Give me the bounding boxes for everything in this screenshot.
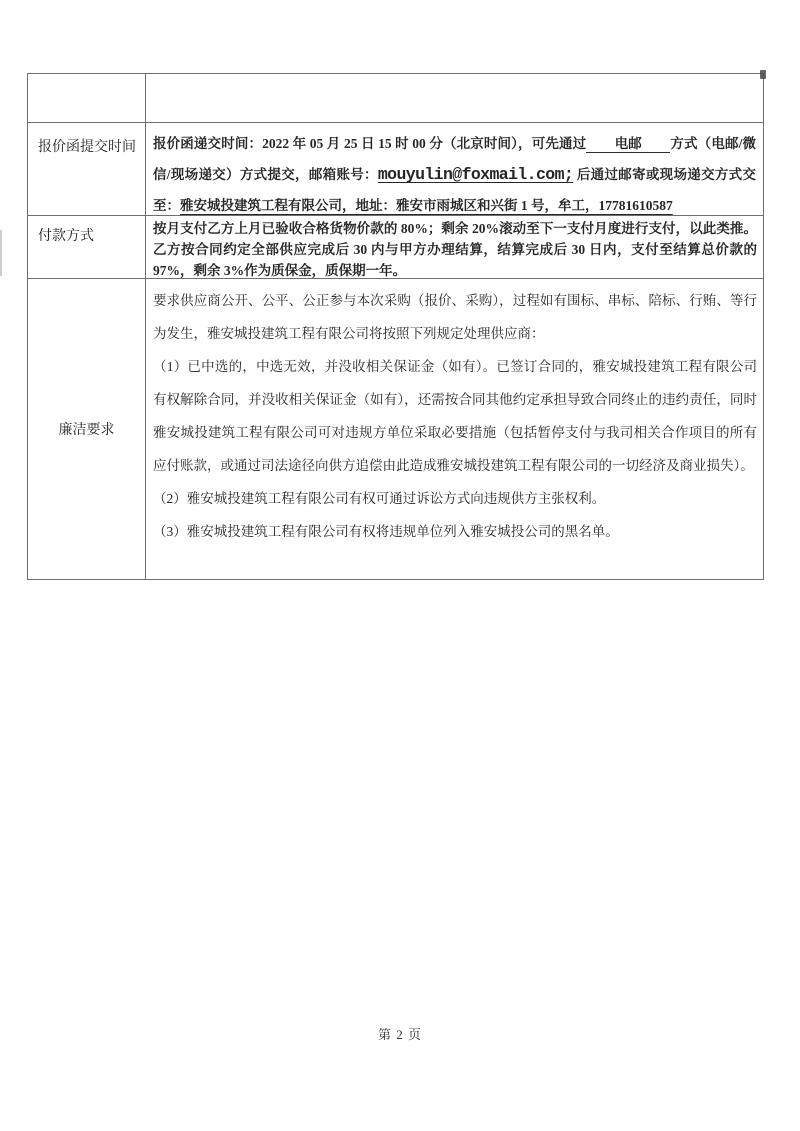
row-body-payment-terms [146, 216, 763, 278]
scan-edge-smudge [0, 230, 2, 276]
row-label-payment-terms: 付款方式 [28, 216, 146, 278]
table-row-payment-terms [28, 215, 763, 278]
table-row-empty [28, 74, 763, 122]
procurement-terms-table [27, 73, 764, 580]
table-row-submission-time [28, 122, 763, 215]
row-body-submission-time [146, 123, 763, 215]
text-segment: 报价函递交时间：2022 年 05 月 25 日 15 时 00 分（北京时间），可先通过 [153, 136, 587, 151]
table-row-integrity [28, 278, 763, 579]
paragraph-integrity-clause-3: （3）雅安城投建筑工程有限公司有权将违规单位列入雅安城投公司的黑名单。 [153, 524, 619, 539]
row-label-submission-time: 报价函提交时间 [28, 123, 146, 215]
text-segment: 后通过邮寄或现场递交方式交至： [153, 167, 756, 213]
paragraph-integrity-clause-1: （1）已中选的，中选无效，并没收相关保证金（如有）。已签订合同的，雅安城投建筑工程有限公司有权解除合同，并没收相关保证金（如有），还需按合同其他约定承担导致合同终止的违约责任，同时雅安城投建筑工程有限公司可对违规方单位采取必要措施（包括暂停支付与我司相关合作项目的所有应付账款，或通过司法途径向供方追偿由此造成雅安城投建筑工程有限公司的一切经济及商业损失）。 [153, 359, 757, 473]
paragraph-integrity-intro: 要求供应商公开、公平、公正参与本次采购（报价、采购），过程如有围标、串标、陪标、行贿、等行为发生，雅安城投建筑工程有限公司将按照下列规定处理供应商： [153, 293, 757, 341]
row-label-empty [28, 74, 146, 122]
row-body-empty [146, 74, 763, 122]
ink-mark [760, 70, 766, 79]
paragraph-payment: 按月支付乙方上月已验收合格货物价款的 80%；剩余 20%滚动至下一支付月度进行支付，以此类推。乙方按合同约定全部供应完成后 30 内与甲方办理结算，结算完成后 30 日内，支付至结算总价款的 97%，剩余 3%作为质保金，质保期一年。 [153, 221, 757, 278]
email-address: mouyulin@foxmail.com; [377, 165, 574, 184]
text-segment: 方式（电邮/微信/现场递交）方式提交，邮箱账号： [153, 136, 756, 182]
filled-blank-delivery-method: 电邮 [586, 135, 670, 153]
paragraph-submission [153, 128, 756, 215]
delivery-address-contact: 雅安城投建筑工程有限公司，地址：雅安市雨城区和兴街 1 号，牟工，17781610587 [180, 198, 673, 213]
paragraph-integrity-clause-2: （2）雅安城投建筑工程有限公司有权可通过诉讼方式向违规供方主张权利。 [153, 491, 606, 506]
row-body-integrity [146, 279, 763, 579]
page-number: 第 2 页 [377, 1027, 422, 1042]
row-label-integrity: 廉洁要求 [28, 279, 146, 579]
